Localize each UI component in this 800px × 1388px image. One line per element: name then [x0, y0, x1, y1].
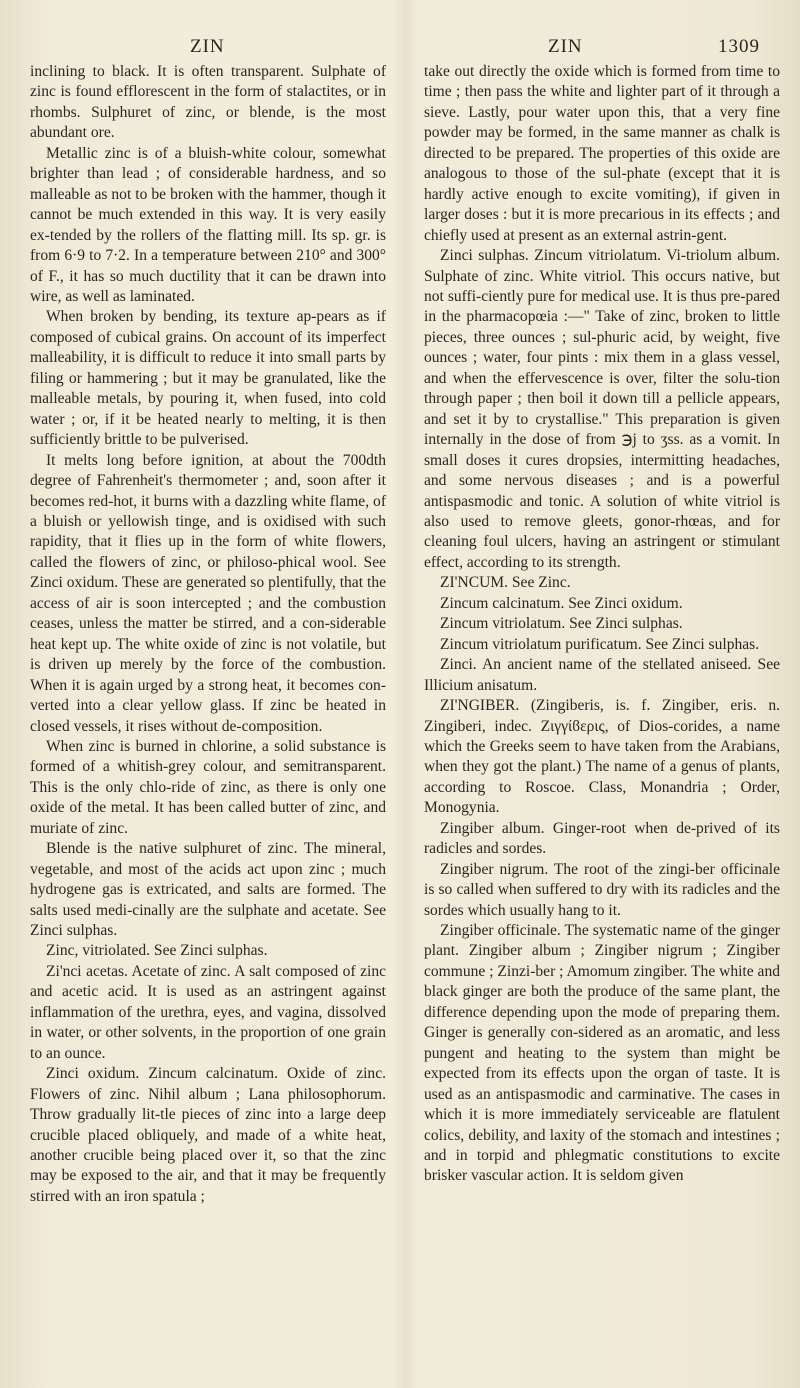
dictionary-entry: ZI'NCUM. See Zinc. [440, 574, 571, 592]
dictionary-entry: Zinc, vitriolated. See Zinci sulphas. [46, 942, 268, 960]
left-column [30, 62, 386, 1207]
dictionary-entry: Zinci. An ancient name of the stellated aniseed. See Illicium anisatum. [424, 656, 780, 694]
gutter-shadow [392, 0, 418, 1388]
paragraph: Blende is the native sulphuret of zinc. The mineral, vegetable, and most of the acids act upon zinc ; much hydrogene gas is extricated, and salts are formed. The salts used medi-cinally are the sulphate and acetate. See Zinci sulphas. [30, 840, 386, 940]
dictionary-entry: Zi'nci acetas. Acetate of zinc. A salt composed of zinc and acetic acid. It is used as an astringent against inflammation of the urethra, eyes, and vagina, dissolved in water, or other solvents, in the proportion of one grain to an ounce. [30, 962, 386, 1062]
dictionary-entry: Zingiber officinale. The systematic name of the ginger plant. Zingiber album ; Zingiber nigrum ; Zingiber commune ; Zinzi-ber ; Amomum zingiber. The white and black ginger are both the produce of the same plant, the difference depending upon the mode of preparing them. Ginger is generally con-sidered as an aromatic, and less pungent and heating to the system than might be expected from its effects upon the organ of taste. It is used as an antispasmodic and carminative. The cases in which it is more immediately serviceable are flatulent colics, debility, and laxity of the stomach and intestines ; and in torpid and phlegmatic constitutions to excite brisker vascular action. It is seldom given [424, 922, 780, 1185]
dictionary-entry: Zingiber album. Ginger-root when de-prived of its radicles and sordes. [424, 819, 780, 858]
paragraph: When zinc is burned in chlorine, a solid substance is formed of a whitish-grey colour, and semitransparent. This is the only chlo-ride of zinc, as there is only one oxide of the metal. It has been called butter of zinc, and muriate of zinc. [30, 737, 386, 837]
paragraph: take out directly the oxide which is formed from time to time ; then pass the white and lighter part of it through a sieve. Lastly, pour water upon this, that a very fine powder may be formed, in the same manner as chalk is directed to be prepared. The properties of this oxide are analogous to those of the sul-phate (except that it is hardly active enough to excite vomiting), if given in larger doses : but it is more precarious in its effects ; and chiefly used at present as an external astrin-gent. [424, 63, 780, 244]
dictionary-entry: Zincum vitriolatum purificatum. See Zinci sulphas. [440, 635, 760, 653]
dictionary-entry: Zinci sulphas. Zincum vitriolatum. Vi-triolum album. Sulphate of zinc. White vitriol. This occurs native, but not suffi-ciently pure for medical use. It is thus pre-pared in the pharmacopœia :—" Take of zinc, broken to little pieces, three ounces ; sul-phuric acid, by weight, five ounces ; water, four pints : mix them in a glass vessel, and when the effervescence is over, filter the solu-tion through paper ; then boil it down till a pellicle appears, and set it by to crystallise." This preparation is given internally in the dose of from ℈j to ʒss. as a vomit. In small doses it cures dropsies, intermitting headaches, and some nervous diseases ; and is a powerful antispasmodic and tonic. A solution of white vitriol is also used to remove gleets, gonor-rhœas, and for cleaning foul ulcers, having an astringent or stimulant effect, according to its strength. [424, 247, 780, 571]
paragraph: Metallic zinc is of a bluish-white colour, somewhat brighter than lead ; of considerable hardness, and so malleable as not to be broken with the hammer, though it cannot be much extended in this way. It is very easily ex-tended by the rollers of the flatting mill. Its sp. gr. is from 6·9 to 7·2. In a temperature between 210° and 300° of F., it has so much ductility that it can be drawn into wire, as well as laminated. [30, 144, 386, 305]
dictionary-entry: Zincum calcinatum. See Zinci oxidum. [440, 594, 683, 612]
dictionary-entry: Zincum vitriolatum. See Zinci sulphas. [440, 615, 683, 633]
running-head-right: ZIN [548, 36, 583, 57]
paragraph: It melts long before ignition, at about the 700dth degree of Fahrenheit's thermometer ; and, soon after it becomes red-hot, it burns with a dazzling white flame, of a bluish or yellowish tinge, and is oxidised with such rapidity, that it flies up in the form of white flowers, called the flowers of zinc, or philoso-phical wool. See Zinci oxidum. These are generated so plentifully, that the access of air is soon intercepted ; and the combustion ceases, unless the matter be stirred, and a con-siderable heat kept up. The white oxide of zinc is not volatile, but is driven up merely by the force of the combustion. When it is again urged by a strong heat, it becomes con-verted into a clear yellow glass. If zinc be heated in closed vessels, it rises without de-composition. [30, 451, 386, 735]
paragraph: When broken by bending, its texture ap-pears as if composed of cubical grains. On account of its imperfect malleability, it is difficult to reduce it into small parts by filing or hammering ; but it may be granulated, like the malleable metals, by pouring it, when fused, into cold water ; or, if it be heated nearly to melting, it is then sufficiently brittle to be pulverised. [30, 308, 386, 449]
page-number: 1309 [718, 36, 760, 57]
dictionary-entry: Zingiber nigrum. The root of the zingi-ber officinale is so called when suffered to dry with its radicles and the sordes which usually hang to it. [424, 860, 780, 919]
dictionary-entry: ZI'NGIBER. (Zingiberis, is. f. Zingiber, eris. n. Zingiberi, indec. Ζιγγίϐερις, of Dios-corides, a name which the Greeks seem to have taken from the Arabians, when they got the plant.) The name of a genus of plants, according to Roscoe. Class, Monandria ; Order, Monogynia. [424, 697, 780, 817]
dictionary-entry: Zinci oxidum. Zincum calcinatum. Oxide of zinc. Flowers of zinc. Nihil album ; Lana philosophorum. Throw gradually lit-tle pieces of zinc into a large deep crucible placed obliquely, and made of a white heat, another crucible being placed over it, so that the zinc may be exposed to the air, and that it may be frequently stirred with an iron spatula ; [30, 1065, 386, 1205]
running-head-left: ZIN [190, 36, 225, 57]
paragraph: inclining to black. It is often transparent. Sulphate of zinc is found efflorescent in the form of stalactites, or in rhombs. Sulphuret of zinc, or blende, is the most abundant ore. [30, 63, 386, 142]
right-column [424, 62, 780, 1187]
